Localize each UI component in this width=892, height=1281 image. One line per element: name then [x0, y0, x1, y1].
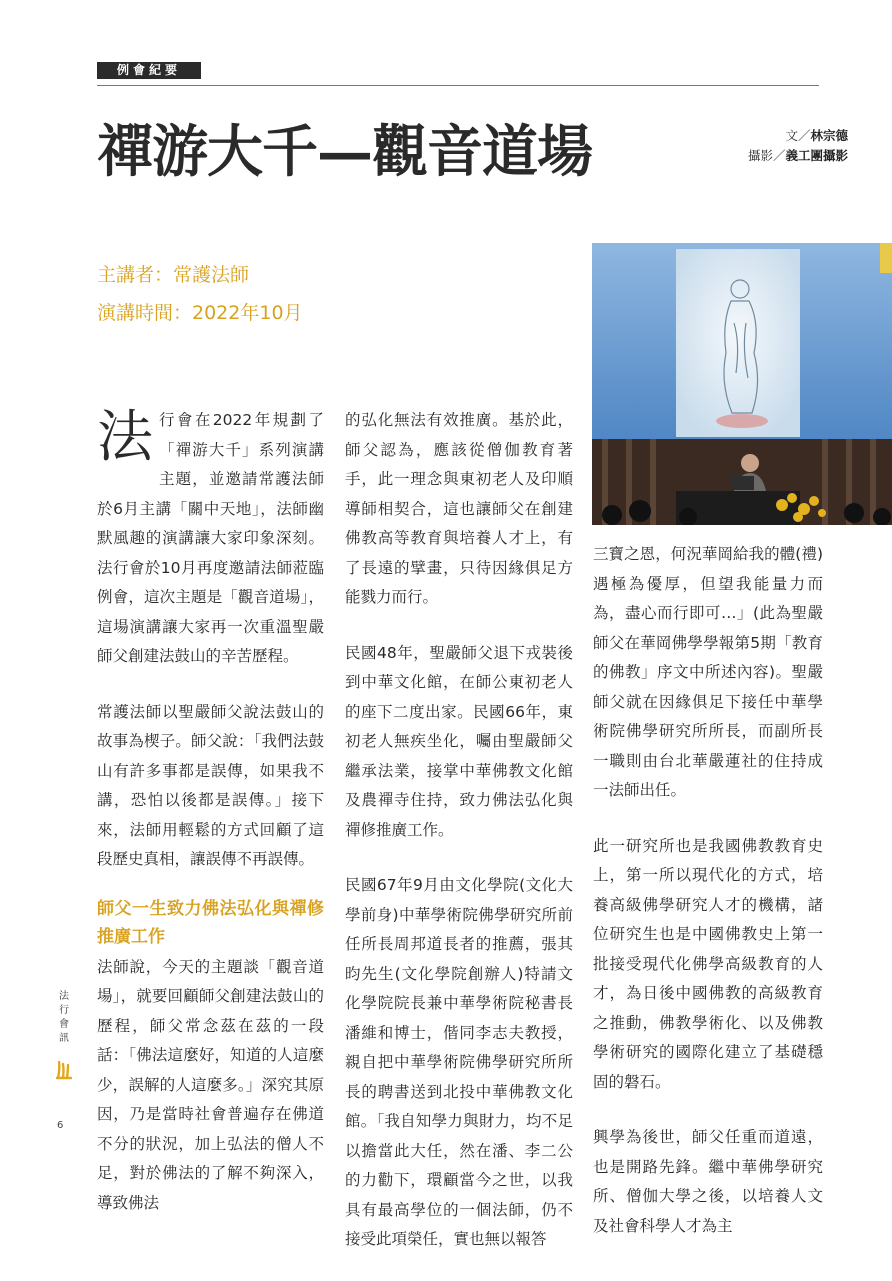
paragraph: 民國67年9月由文化學院(文化大學前身)中華學術院佛學研究所前任所長周邦道長者的推薦，張其昀先生(文化學院創辦人)特請文化學院院長兼中華學術院秘書長潘維和博士，偕同李志夫教授，親自把中華學術院佛學研究所所長的聘書送到北投中華佛教文化館。「我自知學力與財力，均不足以擔當此大任，然在潘、李二公的力勸下，環顧當今之世，以我具有最高學位的一個法師，仍不接受此項榮任，實也無以報答 [345, 876, 573, 1248]
paragraph: 興學為後世，師父任重而道遠，也是開路先鋒。繼中華佛學研究所、僧伽大學之後，以培養人文及社會科學人才為主 [593, 1128, 823, 1235]
paragraph: 常護法師以聖嚴師父說法鼓山的故事為楔子。師父說：「我們法鼓山有許多事都是誤傳，如果我不講，恐怕以後都是誤傳。」接下來，法師用輕鬆的方式回顧了這段歷史真相，讓誤傳不再誤傳。 [97, 702, 324, 868]
author-credit: 文／林宗德 [785, 128, 848, 143]
paragraph: 法行會在2022年規劃了「禪游大千」系列演講主題，並邀請常護法師於6月主講「關中天地」，法師幽默風趣的演講讓大家印象深刻。法行會於10月再度邀請法師蒞臨例會，這次主題是「觀音道場」，這場演講讓大家再一次重溫聖嚴師父創建法鼓山的辛苦歷程。 [97, 405, 324, 665]
column-2 [345, 406, 573, 1281]
lecture-date: 演講時間：2022年10月 [97, 302, 303, 324]
column-3 [593, 540, 823, 1267]
article-title: 禪游大千—觀音道場 [97, 119, 592, 185]
paragraph: 民國48年，聖嚴師父退下戎裝後到中華文化館，在師公東初老人的座下二度出家。民國66年，東初老人無疾坐化，囑由聖嚴師父繼承法業，接掌中華佛教文化館及農禪寺住持，致力佛法弘化與禪修推廣工作。 [345, 643, 573, 839]
photo-credit: 攝影／義工團攝影 [747, 148, 848, 163]
paragraph: 法師說，今天的主題談「觀音道場」，就要回顧師父創建法鼓山的歷程，師父常念茲在茲的一段話：「佛法這麼好，知道的人這麼少，誤解的人這麼多。」深究其原因，乃是當時社會普遍存在佛道不分的狀況，加上弘法的僧人不足，對於佛法的了解不夠深入，導致佛法 [97, 957, 324, 1212]
column-1 [97, 406, 324, 1244]
drop-cap: 法 [97, 405, 153, 470]
speaker-name: 主講者：常護法師 [97, 264, 250, 286]
lecture-photo [592, 243, 892, 525]
subheading: 師父一生致力佛法弘化與禪修推廣工作 [97, 898, 324, 947]
paragraph: 的弘化無法有效推廣。基於此，師父認為，應該從僧伽教育著手，此一理念與東初老人及印順導師相契合，這也讓師父在創建佛教高等教育與培養人才上，有了長遠的擘畫，只待因緣俱足方能戮力而行。 [345, 411, 573, 606]
section-tag: 例會紀要 [97, 62, 201, 79]
paragraph: 三寶之恩，何況華岡給我的體(禮)遇極為優厚，但望我能量力而為，盡心而行即可…」(此為聖嚴師父在華岡佛學學報第5期「教育的佛教」序文中所述內容)。聖嚴師父就在因緣俱足下接任中華學術院佛學研究所所長，而副所長一職則由台北華嚴蓮社的住持成一法師出任。 [593, 545, 823, 799]
speaker-info [97, 256, 303, 332]
header-rule [97, 85, 819, 86]
page-number: 6 [57, 1120, 64, 1131]
publication-name: 法行會訊 [59, 991, 69, 1044]
logo-mark-icon [56, 1060, 72, 1084]
credits [700, 126, 848, 166]
paragraph: 此一研究所也是我國佛教教育史上，第一所以現代化的方式，培養高級佛學研究人才的機構，諸位研究生也是中國佛教史上第一批接受現代化佛學高級教育的人才，為日後中國佛教的高級教育之推動，佛教學術化、以及佛教學術研究的國際化建立了基礎穩固的磐石。 [593, 836, 823, 1091]
